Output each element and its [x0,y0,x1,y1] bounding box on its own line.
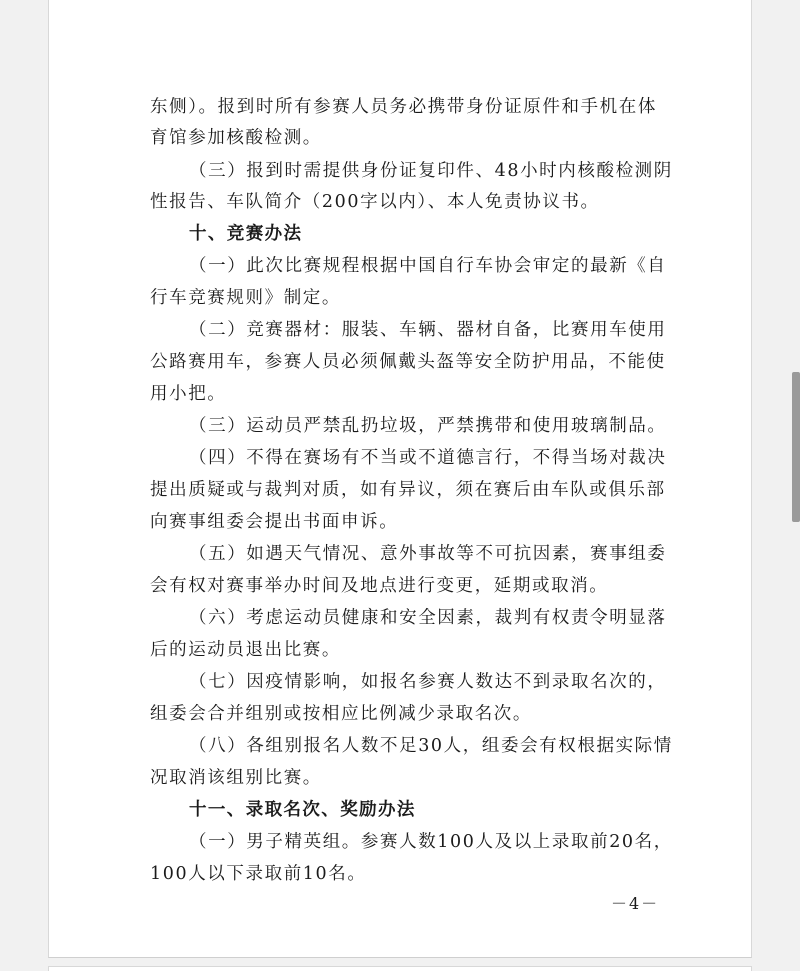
paragraph-line: （八）各组别报名人数不足30人，组委会有权根据实际情 [189,736,673,756]
paragraph-line: 提出质疑或与裁判对质，如有异议，须在赛后由车队或俱乐部 [150,480,666,500]
paragraph-line: 性报告、车队简介（200字以内）、本人免责协议书。 [150,192,600,212]
paragraph-line: 后的运动员退出比赛。 [150,640,341,660]
section-heading: 十一、录取名次、奖励办法 [189,800,416,820]
paragraph-line: （一）男子精英组。参赛人数100人及以上录取前20名， [189,832,673,852]
section-heading: 十、竞赛办法 [189,224,303,244]
paragraph-line: （三）报到时需提供身份证复印件、48小时内核酸检测阴 [189,161,673,181]
paragraph-line: 100人以下录取前10名。 [150,864,367,884]
paragraph-line: 公路赛用车，参赛人员必须佩戴头盔等安全防护用品，不能使 [150,352,666,372]
paragraph-line: 向赛事组委会提出书面申诉。 [150,512,399,532]
paragraph-line: 用小把。 [150,384,227,404]
paragraph-line: （六）考虑运动员健康和安全因素，裁判有权责令明显落 [189,608,667,628]
page-number: －4－ [611,894,660,913]
paragraph-line: （二）竞赛器材：服装、车辆、器材自备，比赛用车使用 [189,320,667,340]
paragraph-line: 会有权对赛事举办时间及地点进行变更，延期或取消。 [150,576,609,596]
paragraph-line: 行车竞赛规则》制定。 [150,288,341,308]
paragraph-line: （四）不得在赛场有不当或不道德言行，不得当场对裁决 [189,448,667,468]
paragraph-line: （七）因疫情影响，如报名参赛人数达不到录取名次的， [189,672,667,692]
paragraph-line: （三）运动员严禁乱扔垃圾，严禁携带和使用玻璃制品。 [189,416,667,436]
scrollbar-thumb[interactable] [792,372,800,522]
paragraph-line: 育馆参加核酸检测。 [150,128,322,148]
paragraph-line: （一）此次比赛规程根据中国自行车协会审定的最新《自 [189,256,667,276]
paragraph-line: 况取消该组别比赛。 [150,768,322,788]
paragraph-line: （五）如遇天气情况、意外事故等不可抗因素，赛事组委 [189,544,667,564]
next-page-edge [48,966,752,971]
paragraph-line: 东侧）。报到时所有参赛人员务必携带身份证原件和手机在体 [150,97,657,117]
paragraph-line: 组委会合并组别或按相应比例减少录取名次。 [150,704,532,724]
